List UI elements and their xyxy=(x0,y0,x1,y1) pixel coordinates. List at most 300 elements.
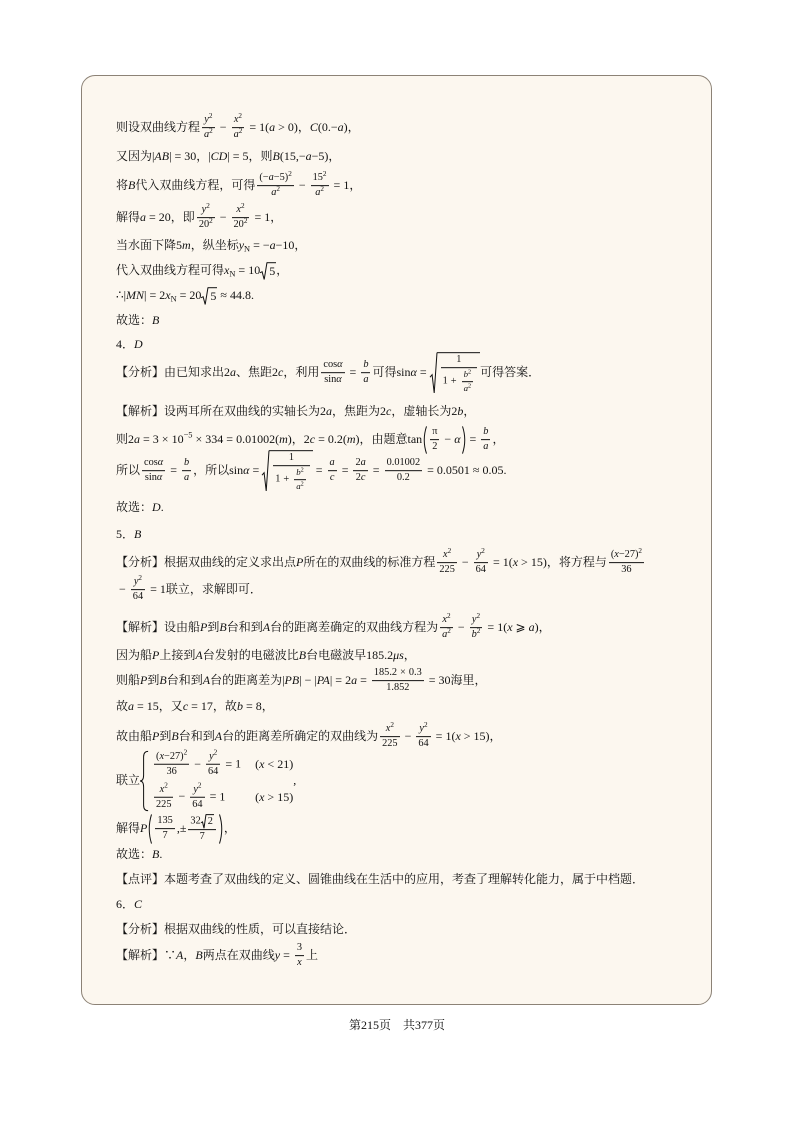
text-run: 15) xyxy=(277,789,294,804)
math-variable: C xyxy=(134,897,143,912)
text-run: 台的距离差确定的双曲线方程为 xyxy=(270,619,439,634)
math-operator: = xyxy=(249,119,257,134)
text-run: 1.852 xyxy=(386,682,410,694)
math-operator: − xyxy=(219,209,227,224)
math-variable: m xyxy=(279,431,288,446)
text-run: 故选： xyxy=(116,847,153,862)
superscript: 2 xyxy=(390,720,394,729)
superscript: 2 xyxy=(447,546,452,555)
math-variable: c xyxy=(360,472,366,484)
math-operator: = xyxy=(315,462,323,477)
text-run: 则船 xyxy=(116,672,141,687)
math-variable: y xyxy=(238,238,245,253)
text-run: 台电磁波早185.2 xyxy=(306,648,394,663)
math-variable: b xyxy=(183,457,190,469)
math-operator: = xyxy=(245,699,253,714)
math-variable: a xyxy=(326,404,333,419)
text-run: 【点评】本题考查了双曲线的定义、圆锥曲线在生活中的应用，考查了理解转化能力，属于中档题． xyxy=(116,872,645,887)
math-operator: = xyxy=(372,462,380,477)
text-run: 10 xyxy=(171,431,184,446)
answer-heading xyxy=(116,527,141,543)
text-run: 225 xyxy=(156,798,172,810)
math-variable: α xyxy=(336,374,342,386)
fraction-numerator xyxy=(206,748,220,765)
math-variable: B xyxy=(171,728,179,743)
text-run: 64 xyxy=(132,591,144,603)
math-variable: x xyxy=(614,549,619,561)
math-variable: a xyxy=(315,187,321,199)
math-operator: = xyxy=(232,149,240,164)
math-operator: ⩾ xyxy=(515,619,526,634)
text-run: ， xyxy=(492,431,505,446)
text-run: 334 xyxy=(205,431,224,446)
square-root xyxy=(201,814,214,828)
superscript: 2 xyxy=(481,546,485,555)
square-root xyxy=(260,262,276,280)
superscript: 2 xyxy=(276,185,280,194)
fraction xyxy=(321,359,344,387)
text-run: , xyxy=(293,772,297,787)
math-variable: x xyxy=(236,204,241,216)
text-run: 5． xyxy=(116,527,135,542)
math-variable: x xyxy=(259,789,265,804)
math-variable: P xyxy=(140,820,148,835)
fraction-denominator xyxy=(294,480,306,492)
right-paren-glyph xyxy=(219,814,224,844)
math-operator: = xyxy=(360,672,367,687)
superscript: 2 xyxy=(468,382,472,390)
math-variable: A xyxy=(176,947,184,962)
math-variable: c xyxy=(329,472,335,484)
text-run: 1， xyxy=(264,209,283,224)
text-run: )， xyxy=(343,119,360,134)
text-run: ，纵坐标 xyxy=(190,238,239,253)
math-operator: = xyxy=(137,699,144,714)
fraction xyxy=(328,457,337,485)
text-run: . xyxy=(160,500,164,515)
math-variable: b xyxy=(457,404,464,419)
math-operator: = xyxy=(174,149,182,164)
math-variable: m xyxy=(346,431,356,446)
math-variable: a xyxy=(463,383,469,394)
fraction xyxy=(154,748,189,779)
math-variable: D xyxy=(152,500,161,515)
radical-sign-glyph xyxy=(262,450,269,492)
math-operator: = xyxy=(427,462,434,477)
math-variable: x xyxy=(165,287,171,302)
superscript: 2 xyxy=(197,781,202,790)
text-run: ( xyxy=(255,789,260,804)
radical-sign xyxy=(260,262,267,280)
text-run: 15，又 xyxy=(146,699,183,714)
text-run: ∴| xyxy=(116,287,127,302)
radical-sign-glyph xyxy=(430,352,437,394)
superscript: 2 xyxy=(183,748,188,757)
math-operator: > xyxy=(521,554,528,569)
text-run: 【分析】由已知求出2 xyxy=(116,364,231,379)
text-run: | xyxy=(329,672,333,687)
text-run: 因为船 xyxy=(116,648,153,663)
text-run: 到 xyxy=(207,619,220,634)
text-run: 0)， xyxy=(287,119,310,134)
math-variable: P xyxy=(296,554,304,569)
text-run: 则设双曲线方程 xyxy=(116,119,201,134)
math-operator: = xyxy=(335,672,343,687)
text-run: 30，| xyxy=(184,149,211,164)
fraction-denominator xyxy=(182,472,191,485)
text-run: 将 xyxy=(116,177,129,192)
text-run: 7 xyxy=(199,831,205,843)
math-variable: C xyxy=(309,119,318,134)
text-line xyxy=(116,720,502,751)
text-run: cos xyxy=(323,359,338,371)
superscript: 2 xyxy=(476,611,481,620)
fraction-denominator xyxy=(154,765,189,778)
radical-sign xyxy=(201,814,206,828)
math-operator: = xyxy=(349,364,357,379)
fraction-numerator xyxy=(385,457,423,471)
math-variable: CD xyxy=(210,149,228,164)
text-run: 台和到 xyxy=(178,728,215,743)
square-root xyxy=(262,450,313,492)
math-variable: μs xyxy=(393,648,404,663)
text-run: 7 xyxy=(162,830,168,842)
text-run: 1联立，求解即可． xyxy=(159,581,262,596)
text-run: − xyxy=(262,238,270,253)
fraction xyxy=(188,814,215,844)
math-operator: − xyxy=(444,432,452,447)
fraction-denominator xyxy=(353,472,367,485)
math-operator: = xyxy=(492,554,500,569)
square-root xyxy=(430,352,481,394)
text-run: ，虚轴长为2 xyxy=(391,404,458,419)
text-run: 36 xyxy=(166,766,177,778)
math-variable: B xyxy=(128,177,136,192)
text-run: 17，故 xyxy=(200,699,237,714)
superscript: −5 xyxy=(183,430,193,440)
math-variable: b xyxy=(296,467,301,478)
math-variable: A xyxy=(195,648,203,663)
text-run: 64 xyxy=(475,564,486,576)
fraction-denominator xyxy=(142,472,165,485)
right-paren xyxy=(219,814,224,844)
solution-line xyxy=(116,942,318,970)
fraction xyxy=(131,573,145,604)
text-run: cos xyxy=(144,457,158,469)
text-line xyxy=(116,573,262,604)
text-run: 又因为| xyxy=(116,149,155,164)
math-variable: B xyxy=(152,313,160,328)
math-variable: a xyxy=(351,672,358,687)
text-run: 21) xyxy=(277,756,294,771)
radicand xyxy=(206,814,214,828)
equation-cell xyxy=(152,781,241,812)
math-operator: = xyxy=(487,619,495,634)
fraction-numerator xyxy=(321,359,344,373)
math-variable: a xyxy=(305,149,312,164)
paren-content xyxy=(152,814,219,844)
text-run: 1 xyxy=(288,452,295,464)
text-run: sin xyxy=(144,472,157,484)
math-operator: − xyxy=(298,177,306,192)
fraction-denominator xyxy=(131,591,145,604)
text-run: 32 xyxy=(190,815,201,827)
radical-sign xyxy=(430,352,437,394)
text-run: 代入双曲线方程，可得 xyxy=(135,177,256,192)
text-run: 3 xyxy=(296,942,302,954)
text-run: ，利用 xyxy=(283,364,320,379)
math-variable: α xyxy=(243,462,250,477)
math-variable: x xyxy=(159,750,165,762)
fraction-numerator xyxy=(294,468,306,481)
fraction xyxy=(142,457,165,485)
math-operator: = xyxy=(238,262,246,277)
math-variable: B xyxy=(159,672,167,687)
text-run: 1( xyxy=(445,728,456,743)
solution-line xyxy=(116,404,475,420)
math-variable: P xyxy=(200,619,208,634)
fraction-numerator xyxy=(155,815,174,829)
text-run: ， xyxy=(183,947,196,962)
fraction xyxy=(609,546,644,577)
superscript: 2 xyxy=(322,169,327,178)
math-operator: = xyxy=(419,364,427,379)
superscript: 2 xyxy=(446,611,451,620)
math-operator: = xyxy=(283,947,290,962)
fraction xyxy=(353,457,367,485)
text-run: −5) xyxy=(273,172,289,184)
text-run: 15)， xyxy=(473,728,502,743)
fraction-numerator xyxy=(142,457,165,471)
math-variable: b xyxy=(483,426,489,438)
math-operator: × xyxy=(161,431,169,446)
fraction xyxy=(197,201,215,232)
text-run: 当水面下降5 xyxy=(116,238,183,253)
fraction-denominator xyxy=(609,564,644,577)
fraction xyxy=(372,667,424,695)
radicand xyxy=(267,262,276,280)
superscript: 2 xyxy=(423,720,428,729)
text-run: 【解析】设由船 xyxy=(116,619,201,634)
text-run: 则2 xyxy=(116,431,135,446)
text-run: 1， xyxy=(343,177,362,192)
text-run: −27) xyxy=(618,549,639,561)
fraction-numerator xyxy=(481,426,490,440)
math-variable: y xyxy=(476,549,482,561)
text-run: 44.8. xyxy=(230,287,254,302)
fraction-denominator xyxy=(155,830,174,843)
radical-sign-glyph xyxy=(201,814,206,828)
math-variable: B xyxy=(272,149,280,164)
fraction-numerator xyxy=(328,457,337,471)
fraction xyxy=(257,169,293,200)
fraction-numerator xyxy=(609,546,644,563)
superscript: 2 xyxy=(300,466,304,474)
math-variable: a xyxy=(269,238,276,253)
radical-sign-glyph xyxy=(260,262,267,280)
text-run: 【解析】设两耳所在双曲线的实轴长为2 xyxy=(116,404,327,419)
math-variable: b xyxy=(463,369,469,380)
text-run: ( xyxy=(156,750,160,762)
math-operator: > xyxy=(463,728,471,743)
fraction xyxy=(295,942,304,970)
superscript: 2 xyxy=(238,111,243,120)
text-run: ， xyxy=(276,262,289,277)
fraction-denominator xyxy=(440,629,453,642)
math-variable: AB xyxy=(154,149,170,164)
equation-system-grid xyxy=(152,748,294,812)
text-run: 台发射的电磁波比 xyxy=(202,648,299,663)
text-run: 1 xyxy=(442,376,448,388)
text-run: 225 xyxy=(439,564,455,576)
fraction-denominator xyxy=(437,564,456,577)
answer-line xyxy=(116,847,162,863)
math-variable: y xyxy=(133,576,139,588)
math-variable: a xyxy=(296,481,301,492)
square-root xyxy=(201,287,217,305)
math-operator: − xyxy=(461,554,469,569)
fraction-numerator xyxy=(416,720,430,737)
radicand xyxy=(437,352,481,394)
text-run: 2 xyxy=(345,672,352,687)
text-run: 15)，将方程与 xyxy=(530,554,607,569)
fraction xyxy=(273,452,310,492)
text-run: 代入双曲线方程可得 xyxy=(116,262,225,277)
fraction-denominator xyxy=(311,187,329,200)
fraction-denominator xyxy=(197,219,215,232)
text-line xyxy=(116,648,416,664)
superscript: 2 xyxy=(138,573,143,582)
text-run: 可得sin xyxy=(372,364,411,379)
text-run: | xyxy=(314,672,317,687)
text-run: 225 xyxy=(382,738,398,750)
math-variable: x xyxy=(512,554,519,569)
text-line xyxy=(116,238,306,254)
text-run: 所以 xyxy=(116,462,141,477)
fraction-denominator xyxy=(257,187,293,200)
superscript: 2 xyxy=(240,201,245,210)
math-variable: P xyxy=(140,672,148,687)
math-variable: x xyxy=(507,619,513,634)
text-run: 1( xyxy=(502,554,513,569)
math-variable: a xyxy=(483,441,489,453)
fraction xyxy=(380,720,399,751)
math-variable: a xyxy=(233,129,239,141)
text-line xyxy=(116,814,236,844)
fraction-denominator xyxy=(462,382,474,394)
math-operator: × xyxy=(400,667,406,679)
fraction xyxy=(441,354,478,394)
text-run: 30海里， xyxy=(438,672,487,687)
math-operator: = xyxy=(191,699,198,714)
math-variable: A xyxy=(262,619,271,634)
math-operator: > xyxy=(278,119,285,134)
fraction xyxy=(294,468,306,492)
text-run: 6． xyxy=(116,897,135,912)
math-variable: c xyxy=(309,431,316,446)
math-variable: x xyxy=(233,114,239,126)
superscript: 2 xyxy=(238,127,243,136)
math-variable: B xyxy=(134,527,142,542)
math-variable: A xyxy=(202,672,211,687)
math-variable: a xyxy=(363,374,369,386)
condition-cell xyxy=(255,757,293,773)
text-run: 36 xyxy=(621,564,632,576)
math-variable: x xyxy=(259,756,265,771)
text-run: ,± xyxy=(176,821,187,836)
math-operator: × xyxy=(195,431,203,446)
text-run: 故 xyxy=(116,699,129,714)
superscript: 2 xyxy=(208,111,213,120)
text-run: 2 xyxy=(159,287,166,302)
answer-line xyxy=(116,500,164,516)
text-run: 0.2 xyxy=(396,472,410,484)
math-variable: a xyxy=(230,364,237,379)
fraction xyxy=(416,720,430,751)
math-operator: − xyxy=(404,728,412,743)
math-variable: y xyxy=(193,783,198,795)
superscript: 2 xyxy=(164,781,168,790)
fraction xyxy=(202,111,215,142)
text-run: 1 xyxy=(235,756,242,771)
text-run: 故由船 xyxy=(116,728,153,743)
parenthesized-group xyxy=(147,814,224,844)
text-run: )，2 xyxy=(287,431,310,446)
text-line xyxy=(116,111,360,142)
text-run: −27) xyxy=(164,750,184,762)
text-run: 0.01002 xyxy=(386,457,421,469)
math-operator: = xyxy=(469,431,477,446)
fraction-numerator xyxy=(295,942,304,956)
fraction-numerator xyxy=(430,426,439,440)
math-operator: − xyxy=(178,789,186,804)
fraction-denominator xyxy=(206,765,220,778)
math-variable: y xyxy=(204,114,209,126)
text-run: | xyxy=(144,287,147,302)
math-operator: − xyxy=(457,619,465,634)
fraction xyxy=(232,111,245,142)
fraction-numerator xyxy=(182,457,191,471)
text-run: ，焦距为2 xyxy=(332,404,387,419)
fraction-numerator xyxy=(154,748,189,765)
answer-heading xyxy=(116,337,143,353)
fraction xyxy=(437,546,456,577)
math-variable: a xyxy=(183,472,190,484)
text-line xyxy=(116,149,340,165)
math-operator: = xyxy=(428,672,436,687)
text-run: )， xyxy=(534,619,551,634)
math-variable: a xyxy=(442,629,448,641)
text-run: sin xyxy=(324,374,337,386)
text-run: 台和到 xyxy=(166,672,203,687)
fraction-numerator xyxy=(154,781,173,798)
text-run: | xyxy=(227,149,230,164)
math-variable: B xyxy=(298,648,307,663)
text-run: 台的距离差所确定的双曲线为 xyxy=(222,728,379,743)
math-variable: x xyxy=(455,728,461,743)
superscript: 2 xyxy=(213,748,218,757)
math-operator: ≈ xyxy=(220,287,227,302)
math-operator: = xyxy=(225,756,233,771)
math-operator: = xyxy=(253,238,260,253)
math-variable: MN xyxy=(126,287,145,302)
math-variable: c xyxy=(386,404,392,419)
fraction-numerator xyxy=(462,370,474,383)
fraction-numerator xyxy=(273,452,310,466)
text-run: ( xyxy=(255,756,260,771)
text-run: 3 xyxy=(152,431,159,446)
text-run: 故选： xyxy=(116,313,153,328)
